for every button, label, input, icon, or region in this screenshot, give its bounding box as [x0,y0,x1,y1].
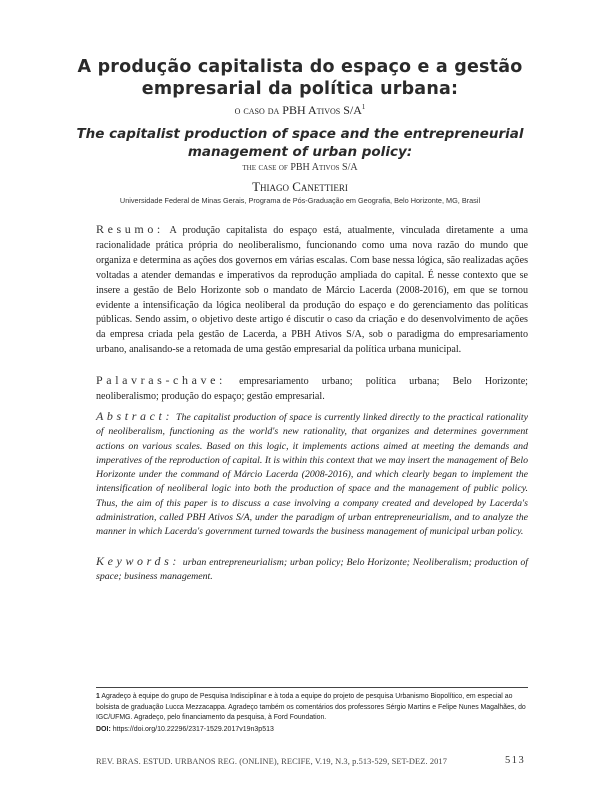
article-title-pt: A produção capitalista do espaço e a gestão empresarial da política urbana: [77,57,523,99]
doi-link[interactable]: https://doi.org/10.22296/2317-1529.2017v19n3p513 [112,726,274,733]
abstract-text: The capitalist production of space is currently linked directly to the practical rationality of neoliberalism, functioning as the world's new rationality, that organizes and determines government actions on various scales. Based on this logic, it implements actions aimed at meeting the demands and imperatives of the reproduction of capital. It is within this context that we may insert the management of Belo Horizonte under the command of Márcio Lacerda (2008-2016), and which clearly began to implement the intensification of neoliberal logic into both the production of space and the management of public policy. Thus, the aim of this paper is to discuss a case involving a company created and developed by Lacerda's administration, called PBH Ativos S/A, under the paradigm of urban entrepreneurialism, and to analyze the manner in which Lacerda's government turned towards the business management of municipal urban policy. [96,412,528,538]
abstract-section [96,409,528,540]
doi-line [96,726,274,733]
footnote-divider [96,687,528,688]
author-affiliation: Universidade Federal de Minas Gerais, Programa de Pós-Graduação em Geografia, Belo Horizonte, MG, Brasil [119,196,481,205]
footnote-number: 1 [96,693,100,700]
page-number: 513 [505,755,526,766]
keywords-section [96,554,528,585]
footnote-marker[interactable]: 1 [361,103,366,111]
keywords-label: Keywords: [96,554,180,568]
footnote-text: Agradeço à equipe do grupo de Pesquisa Indisciplinar e à toda a equipe do projeto de pesquisa Urbanismo Biopolítico, em especial ao bolsista de graduação Lucca Mezzacappa. Agradeço também os comentários dos professores Sérgio Martins e Felipe Nunes Magalhães, do IGC/UFMG. Agradeço, pelo financiamento da pesquisa, à Ford Foundation. [96,693,526,722]
resumo-text: A produção capitalista do espaço está, atualmente, vinculada diretamente a uma racionalidade prática própria do neoliberalismo, funcionando como uma nova razão do mundo que organiza e determina as ações dos governos em várias escalas. Com base nessa lógica, são realizadas ações voltadas a atender demandas e imperativos da reprodução ampliada do capital. É nesse contexto que se insere a gestão de Belo Horizonte sob o mandato de Márcio Lacerda (2008-2016), em que se tornou evidente a intensificação da lógica neoliberal da produção do espaço e do gerenciamento das políticas públicas. Sendo assim, o objetivo deste artigo é discutir o caso da criação e do desenvolvimento de ações da empresa criada pela gestão de Lacerda, a PBH Ativos S/A, sob o paradigma do empresariamento urbano, analisando-se a retomada de uma gestão empresarial da política urbana municipal. [96,225,528,356]
article-subtitle-pt [60,103,540,118]
article-title-en: The capitalist production of space and the entrepreneurial management of urban policy: [76,126,524,160]
resumo-label: Resumo: [96,222,164,236]
palavras-chave-section [96,373,528,405]
footnote [96,692,536,724]
resumo-section [96,222,528,358]
journal-footer: REV. BRAS. ESTUD. URBANOS REG. (ONLINE), RECIFE, V.19, N.3, p.513-529, SET-DEZ. 2017 [96,757,448,766]
palavras-chave-label: Palavras-chave: [96,373,226,387]
doi-label: DOI: [96,726,111,733]
article-subtitle-en: the case of PBH Ativos S/A [242,162,358,173]
subtitle-pt-text: o caso da PBH Ativos S/A [234,103,362,117]
abstract-label: Abstract: [96,409,174,423]
keywords-text: urban entrepreneurialism; urban policy; Belo Horizonte; Neoliberalism; production of space; business management. [96,557,528,583]
palavras-chave-text: empresariamento urbano; política urbana; Belo Horizonte; neoliberalismo; produção do espaço; gestão empresarial. [96,376,528,402]
author-name: Thiago Canettieri [252,179,348,194]
